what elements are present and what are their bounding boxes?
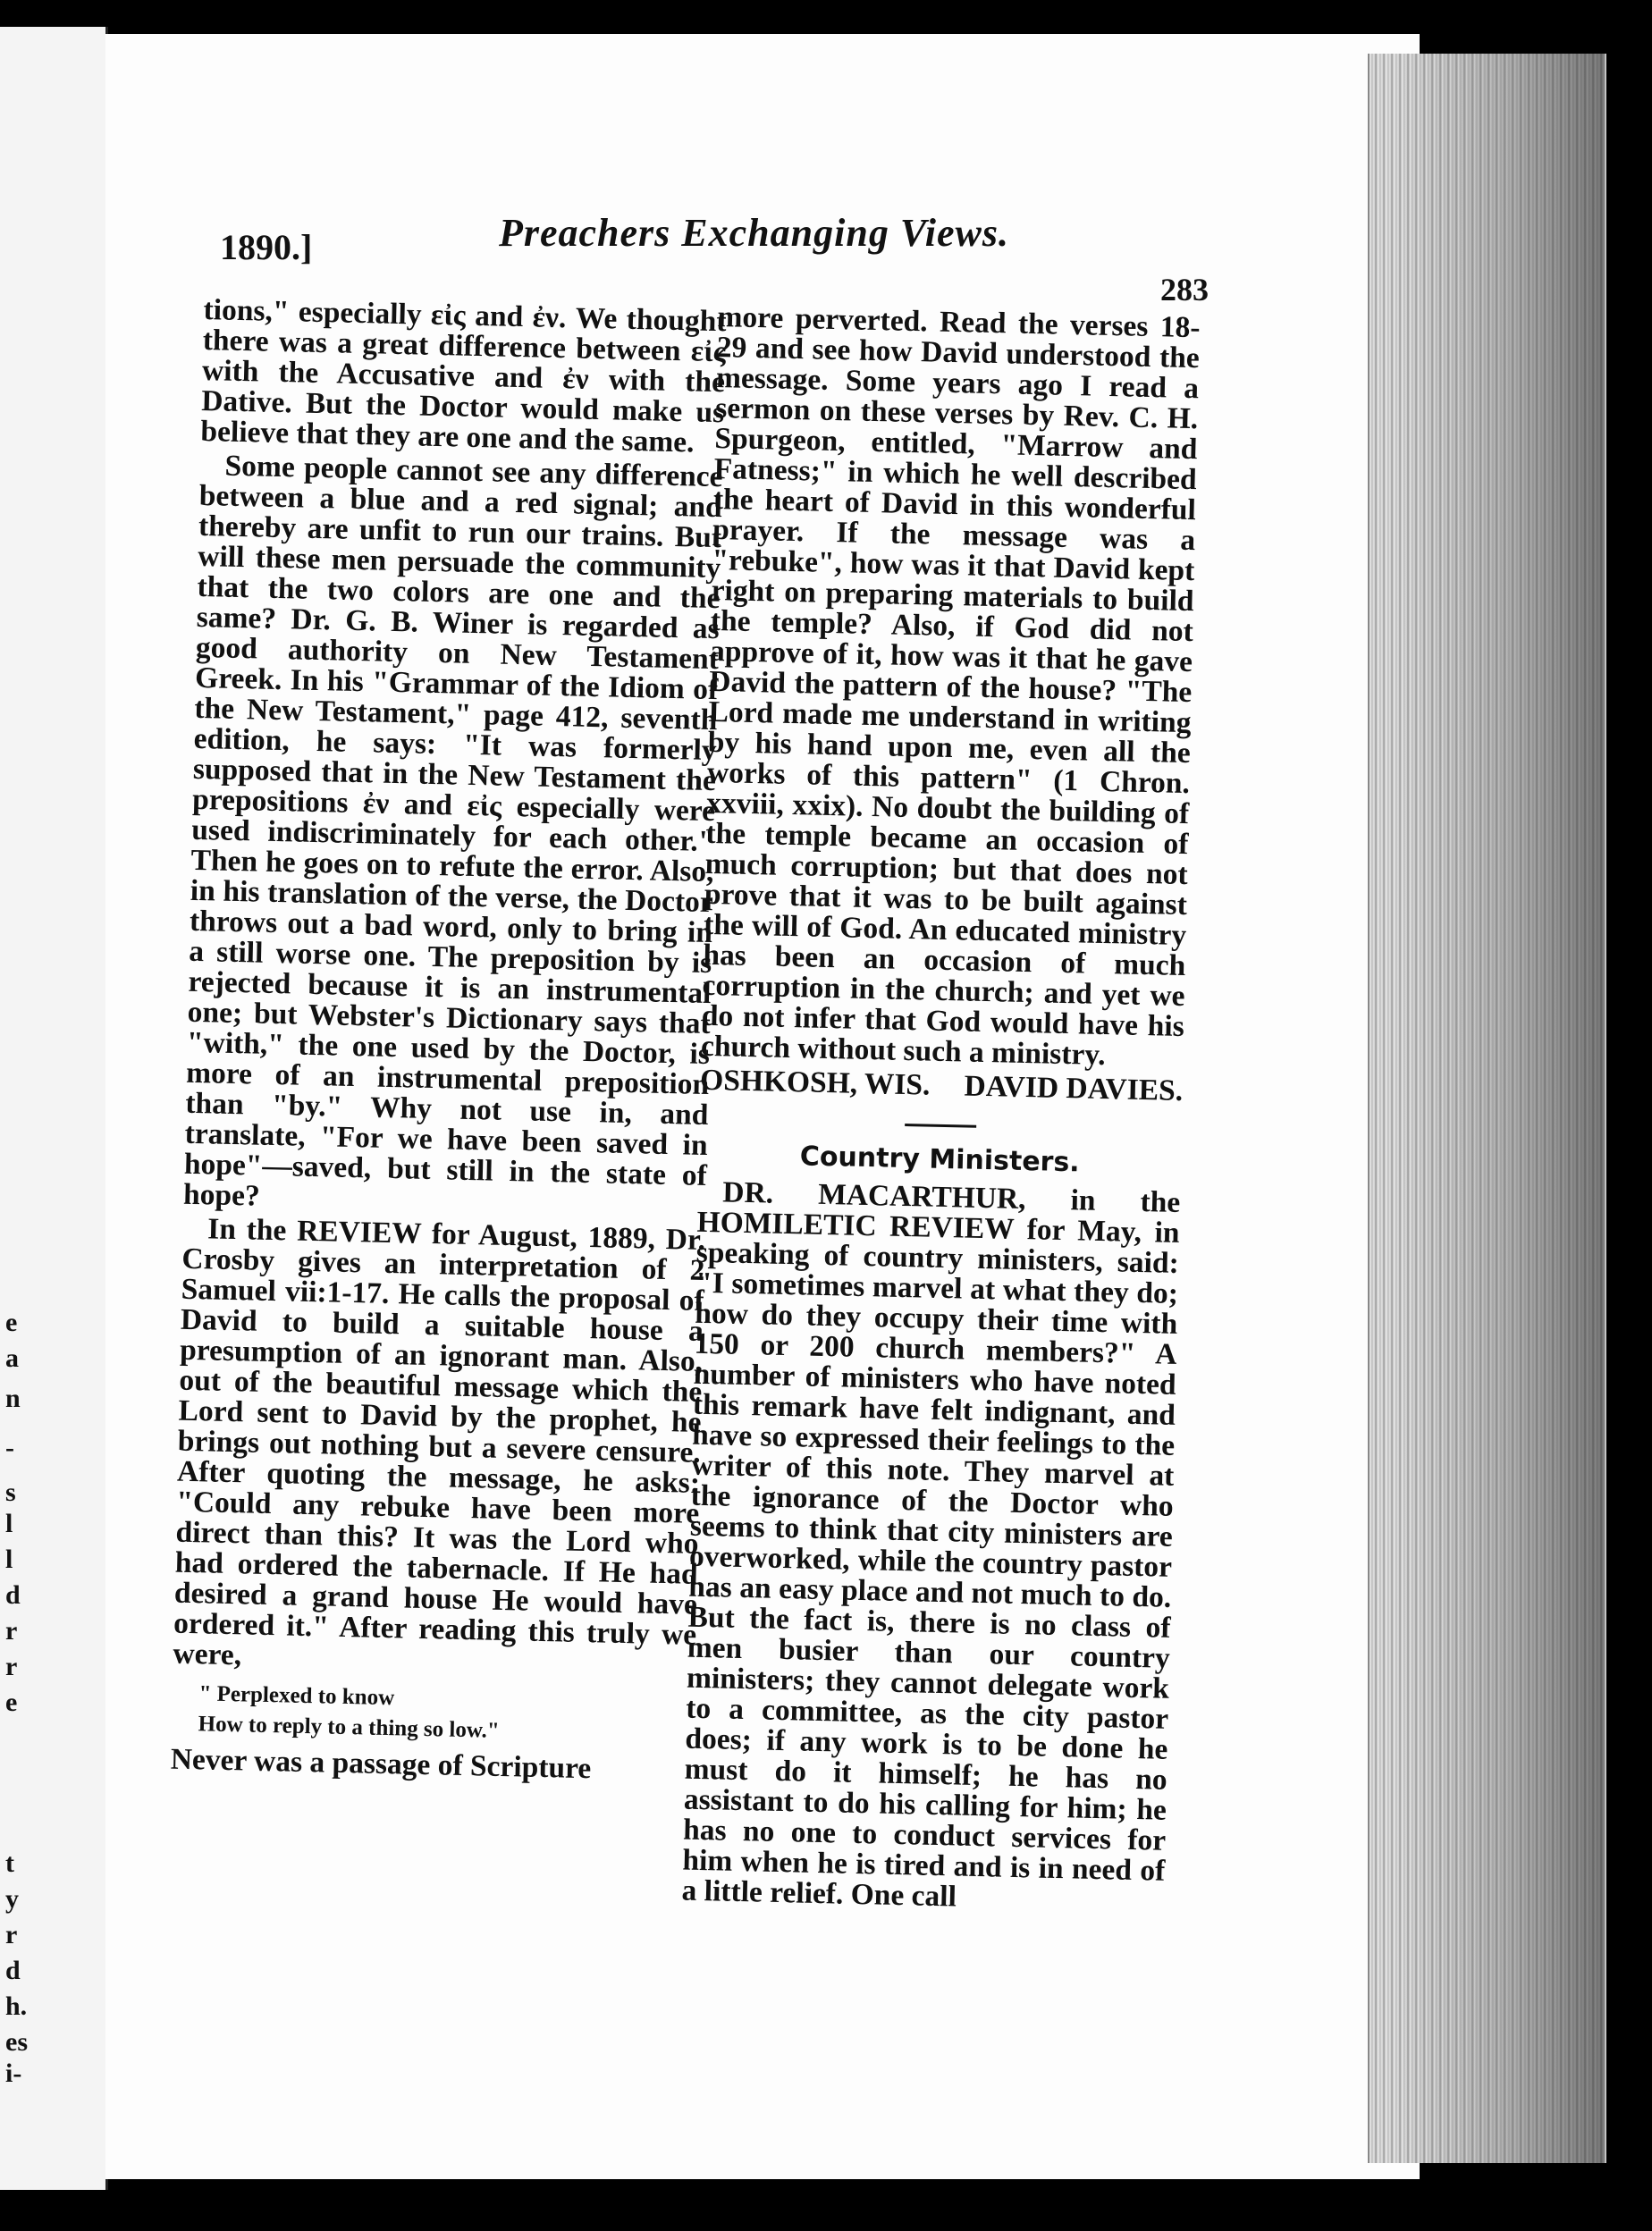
verse-line: How to reply to a thing so low." bbox=[198, 1712, 501, 1743]
page-number: 283 bbox=[1160, 272, 1209, 307]
margin-fragment: s bbox=[5, 1478, 16, 1507]
margin-fragment: y bbox=[5, 1884, 19, 1914]
margin-fragment: d bbox=[5, 1956, 21, 1985]
signature-line bbox=[700, 1065, 1184, 1107]
paragraph: more perverted. Read the verses 18-29 and see how David understood the message. Some years ago I read a sermon on these verses by Rev. C. H. Spurgeon, entitled, "Marrow and Fatness;" in which he well described the heart of David in this wonderful prayer. If the message was a "rebuke", how was it that David kept right on preparing materials to build the temple? Also, if God did not approve of it, how was it that he gave David the pattern of the house? "The Lord made me understand in writing by his hand upon me, even all the works of this pattern" (1 Chron. xxviii, xxix). No doubt the building of the temple became an occasion of much corruption; but that does not prove that it was to be built against the will of God. An educated ministry has been an occasion of much corruption in the church; and yet we do not infer that God would have his church without such a ministry. bbox=[700, 300, 1201, 1073]
signature-author: DAVID DAVIES. bbox=[964, 1069, 1184, 1108]
section-heading: Country Ministers. bbox=[799, 1141, 1081, 1179]
right-column bbox=[681, 302, 1201, 1921]
verse-quote bbox=[198, 1679, 695, 1751]
margin-fragment: l bbox=[5, 1545, 13, 1574]
left-column bbox=[170, 295, 727, 1790]
margin-fragment: r bbox=[5, 1616, 18, 1646]
margin-fragment: h. bbox=[5, 1991, 28, 2021]
section-divider bbox=[905, 1124, 976, 1128]
margin-fragment: t bbox=[5, 1848, 14, 1878]
page-edges-shadow bbox=[1395, 54, 1605, 2163]
margin-fragment: e bbox=[5, 1688, 18, 1717]
page-header bbox=[105, 190, 1420, 307]
book-page bbox=[105, 34, 1420, 2179]
facing-page-edge bbox=[0, 27, 108, 2190]
paragraph: Some people cannot see any difference between a blue and a red signal; and thereby are unfit to run our trains. But will these men persuade the community that the two colors are one and the same? Dr. G. B. Winer is regarded as good authority on New Testament Greek. In his "Grammar of the Idiom of the New Testament," page 412, seventh edition, he says: "It was formerly supposed that in the New Testament the prepositions ἐν and εἰς especially were used indiscriminately for each other." Then he goes on to refute the error. Also, in his translation of the verse, the Doctor throws out a bad word, only to bring in a still worse one. The preposition by is rejected because it is an instrumental one; but Webster's Dictionary says that "with," the one used by the Doctor, is more of an instrumental preposition than "by." Why not use in, and translate, "For we have been saved in hope"—saved, but still in the state of hope? bbox=[182, 449, 723, 1213]
margin-fragment: n bbox=[5, 1384, 21, 1413]
margin-fragment: l bbox=[5, 1509, 13, 1538]
running-title: Preachers Exchanging Views. bbox=[499, 211, 1009, 255]
paragraph: Never was a passage of Scripture bbox=[170, 1742, 592, 1786]
paragraph: In the REVIEW for August, 1889, Dr. Crosby gives an interpretation of 2 Samuel vii:1-17. He calls the proposal of David to build a suitable house a presumption of an ignorant man. Also, out of the beautiful message which the Lord sent to David by the prophet, he brings out nothing but a severe censure. After quoting the message, he asks: "Could any rebuke have been more direct than this? It was the Lord who had ordered the tabernacle. If He had desired a grand house He would have ordered it." After reading this truly we were, bbox=[173, 1212, 706, 1672]
verse-line: " Perplexed to know bbox=[198, 1681, 395, 1711]
margin-fragment: e bbox=[5, 1308, 18, 1337]
header-year: 1890.] bbox=[220, 227, 313, 267]
margin-fragment: es bbox=[5, 2027, 28, 2057]
margin-fragment: d bbox=[5, 1580, 21, 1610]
margin-fragment: i- bbox=[5, 2058, 22, 2088]
paragraph: DR. MACARTHUR, in the HOMILETIC REVIEW for May, in speaking of country ministers, said: "I sometimes marvel at what they do; how do they occupy their time with 150 or 200 church members?" A number of ministers who have noted this remark have felt indignant, and have so expressed their feelings to the writer of this note. They marvel at the ignorance of the Doctor who seems to think that city ministers are overworked, while the country pastor has an easy place and not much to do. But the fact is, there is no class of men busier than our country ministers; they cannot delegate work to a committee, as the city pastor does; if any work is to be done he must do it himself; he has no assistant to do his calling for him; he has no one to conduct services for him when he is tired and is in need of a little relief. One call bbox=[681, 1175, 1181, 1914]
paragraph: tions," especially εἰς and ἐν. We thought there was a great difference between εἰς with the Accusative and ἐν with the Dative. But the Doctor would make us believe that they are one and the same. bbox=[200, 293, 727, 459]
margin-fragment: r bbox=[5, 1652, 18, 1681]
margin-fragment: a bbox=[5, 1343, 19, 1373]
margin-fragment: - bbox=[5, 1433, 14, 1462]
signature-place: OSHKOSH, WIS. bbox=[699, 1063, 931, 1102]
margin-fragment: r bbox=[5, 1920, 18, 1949]
